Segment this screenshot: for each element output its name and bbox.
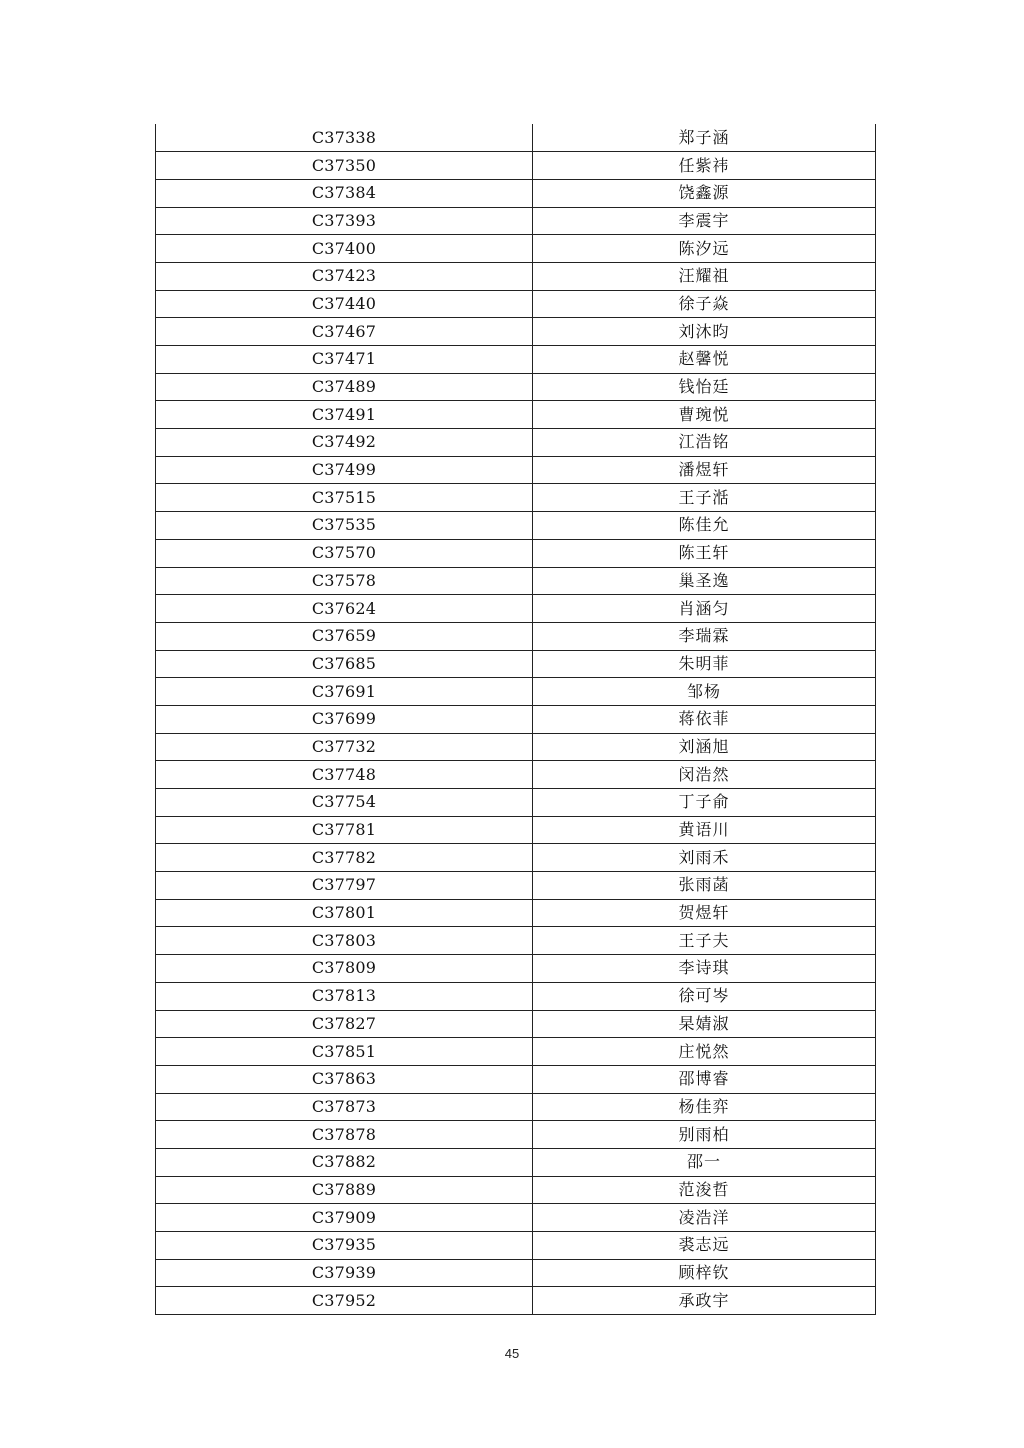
table-row [156,872,876,900]
student-name-cell: 郑子涵 [533,124,876,152]
student-name-cell: 任紫祎 [533,152,876,180]
student-name-cell: 闵浩然 [533,761,876,789]
student-id-cell: C37813 [156,982,533,1010]
table-row [156,429,876,457]
student-name-cell: 江浩铭 [533,429,876,457]
student-name-cell: 赵馨悦 [533,346,876,374]
table-row [156,844,876,872]
student-name-cell: 钱怡廷 [533,373,876,401]
table-row [156,207,876,235]
student-id-cell: C37499 [156,456,533,484]
student-id-cell: C37400 [156,235,533,263]
student-id-cell: C37691 [156,678,533,706]
table-row [156,955,876,983]
table-row [156,899,876,927]
student-name-cell: 蒋依菲 [533,705,876,733]
table-row [156,346,876,374]
student-id-cell: C37781 [156,816,533,844]
student-name-cell: 刘涵旭 [533,733,876,761]
student-id-cell: C37863 [156,1065,533,1093]
student-id-cell: C37801 [156,899,533,927]
student-name-cell: 杲婧淑 [533,1010,876,1038]
student-id-cell: C37889 [156,1176,533,1204]
table-row [156,1010,876,1038]
student-id-cell: C37935 [156,1232,533,1260]
roster-table [155,124,876,1315]
table-row [156,816,876,844]
student-name-cell: 黄语川 [533,816,876,844]
table-row [156,1232,876,1260]
table-row [156,1065,876,1093]
roster-table-body [156,124,876,1315]
student-name-cell: 丁子俞 [533,789,876,817]
student-id-cell: C37685 [156,650,533,678]
student-name-cell: 徐可岑 [533,982,876,1010]
student-id-cell: C37467 [156,318,533,346]
student-id-cell: C37440 [156,290,533,318]
table-row [156,512,876,540]
table-row [156,982,876,1010]
student-id-cell: C37809 [156,955,533,983]
table-row [156,761,876,789]
table-row [156,456,876,484]
student-id-cell: C37515 [156,484,533,512]
student-name-cell: 陈佳允 [533,512,876,540]
student-id-cell: C37489 [156,373,533,401]
page-number: 45 [504,1346,520,1361]
student-id-cell: C37754 [156,789,533,817]
student-name-cell: 徐子焱 [533,290,876,318]
table-row [156,1176,876,1204]
student-name-cell: 裘志远 [533,1232,876,1260]
student-name-cell: 范浚哲 [533,1176,876,1204]
table-row [156,235,876,263]
student-name-cell: 李震宇 [533,207,876,235]
table-row [156,650,876,678]
student-name-cell: 李瑞霖 [533,622,876,650]
student-id-cell: C37873 [156,1093,533,1121]
table-row [156,567,876,595]
student-name-cell: 刘沐昀 [533,318,876,346]
student-id-cell: C37350 [156,152,533,180]
student-name-cell: 李诗琪 [533,955,876,983]
table-row [156,595,876,623]
student-name-cell: 朱明菲 [533,650,876,678]
student-id-cell: C37492 [156,429,533,457]
student-id-cell: C37732 [156,733,533,761]
table-row [156,789,876,817]
student-id-cell: C37748 [156,761,533,789]
table-row [156,1093,876,1121]
table-row [156,401,876,429]
student-id-cell: C37797 [156,872,533,900]
student-id-cell: C37939 [156,1259,533,1287]
table-row [156,290,876,318]
student-name-cell: 贺煜轩 [533,899,876,927]
student-id-cell: C37471 [156,346,533,374]
student-id-cell: C37624 [156,595,533,623]
student-name-cell: 巢圣逸 [533,567,876,595]
student-name-cell: 杨佳弈 [533,1093,876,1121]
student-id-cell: C37878 [156,1121,533,1149]
student-id-cell: C37578 [156,567,533,595]
student-id-cell: C37803 [156,927,533,955]
table-row [156,484,876,512]
table-row [156,678,876,706]
student-name-cell: 凌浩洋 [533,1204,876,1232]
student-id-cell: C37338 [156,124,533,152]
table-row [156,318,876,346]
table-row [156,1287,876,1315]
student-name-cell: 饶鑫源 [533,179,876,207]
student-name-cell: 曹琬悦 [533,401,876,429]
student-name-cell: 肖涵匀 [533,595,876,623]
student-id-cell: C37423 [156,262,533,290]
table-row [156,1121,876,1149]
student-name-cell: 陈王轩 [533,539,876,567]
table-row [156,1204,876,1232]
student-name-cell: 邹杨 [533,678,876,706]
student-name-cell: 顾梓钦 [533,1259,876,1287]
table-row [156,124,876,152]
student-id-cell: C37384 [156,179,533,207]
table-row [156,622,876,650]
student-name-cell: 汪耀祖 [533,262,876,290]
student-id-cell: C37909 [156,1204,533,1232]
student-id-cell: C37393 [156,207,533,235]
student-id-cell: C37782 [156,844,533,872]
table-row [156,373,876,401]
student-name-cell: 刘雨禾 [533,844,876,872]
student-name-cell: 王子夫 [533,927,876,955]
table-row [156,733,876,761]
table-row [156,539,876,567]
table-row [156,1038,876,1066]
student-id-cell: C37827 [156,1010,533,1038]
student-name-cell: 邵一 [533,1148,876,1176]
table-row [156,152,876,180]
student-id-cell: C37491 [156,401,533,429]
student-id-cell: C37699 [156,705,533,733]
table-row [156,262,876,290]
student-name-cell: 潘煜轩 [533,456,876,484]
table-row [156,927,876,955]
table-row [156,1259,876,1287]
student-name-cell: 别雨柏 [533,1121,876,1149]
student-id-cell: C37570 [156,539,533,567]
student-id-cell: C37882 [156,1148,533,1176]
table-row [156,705,876,733]
student-id-cell: C37659 [156,622,533,650]
table-row [156,179,876,207]
student-name-cell: 邵博睿 [533,1065,876,1093]
student-name-cell: 陈汐远 [533,235,876,263]
student-name-cell: 王子湉 [533,484,876,512]
table-row [156,1148,876,1176]
student-id-cell: C37952 [156,1287,533,1315]
student-name-cell: 庄悦然 [533,1038,876,1066]
student-id-cell: C37851 [156,1038,533,1066]
student-id-cell: C37535 [156,512,533,540]
student-name-cell: 承政宇 [533,1287,876,1315]
student-name-cell: 张雨菡 [533,872,876,900]
